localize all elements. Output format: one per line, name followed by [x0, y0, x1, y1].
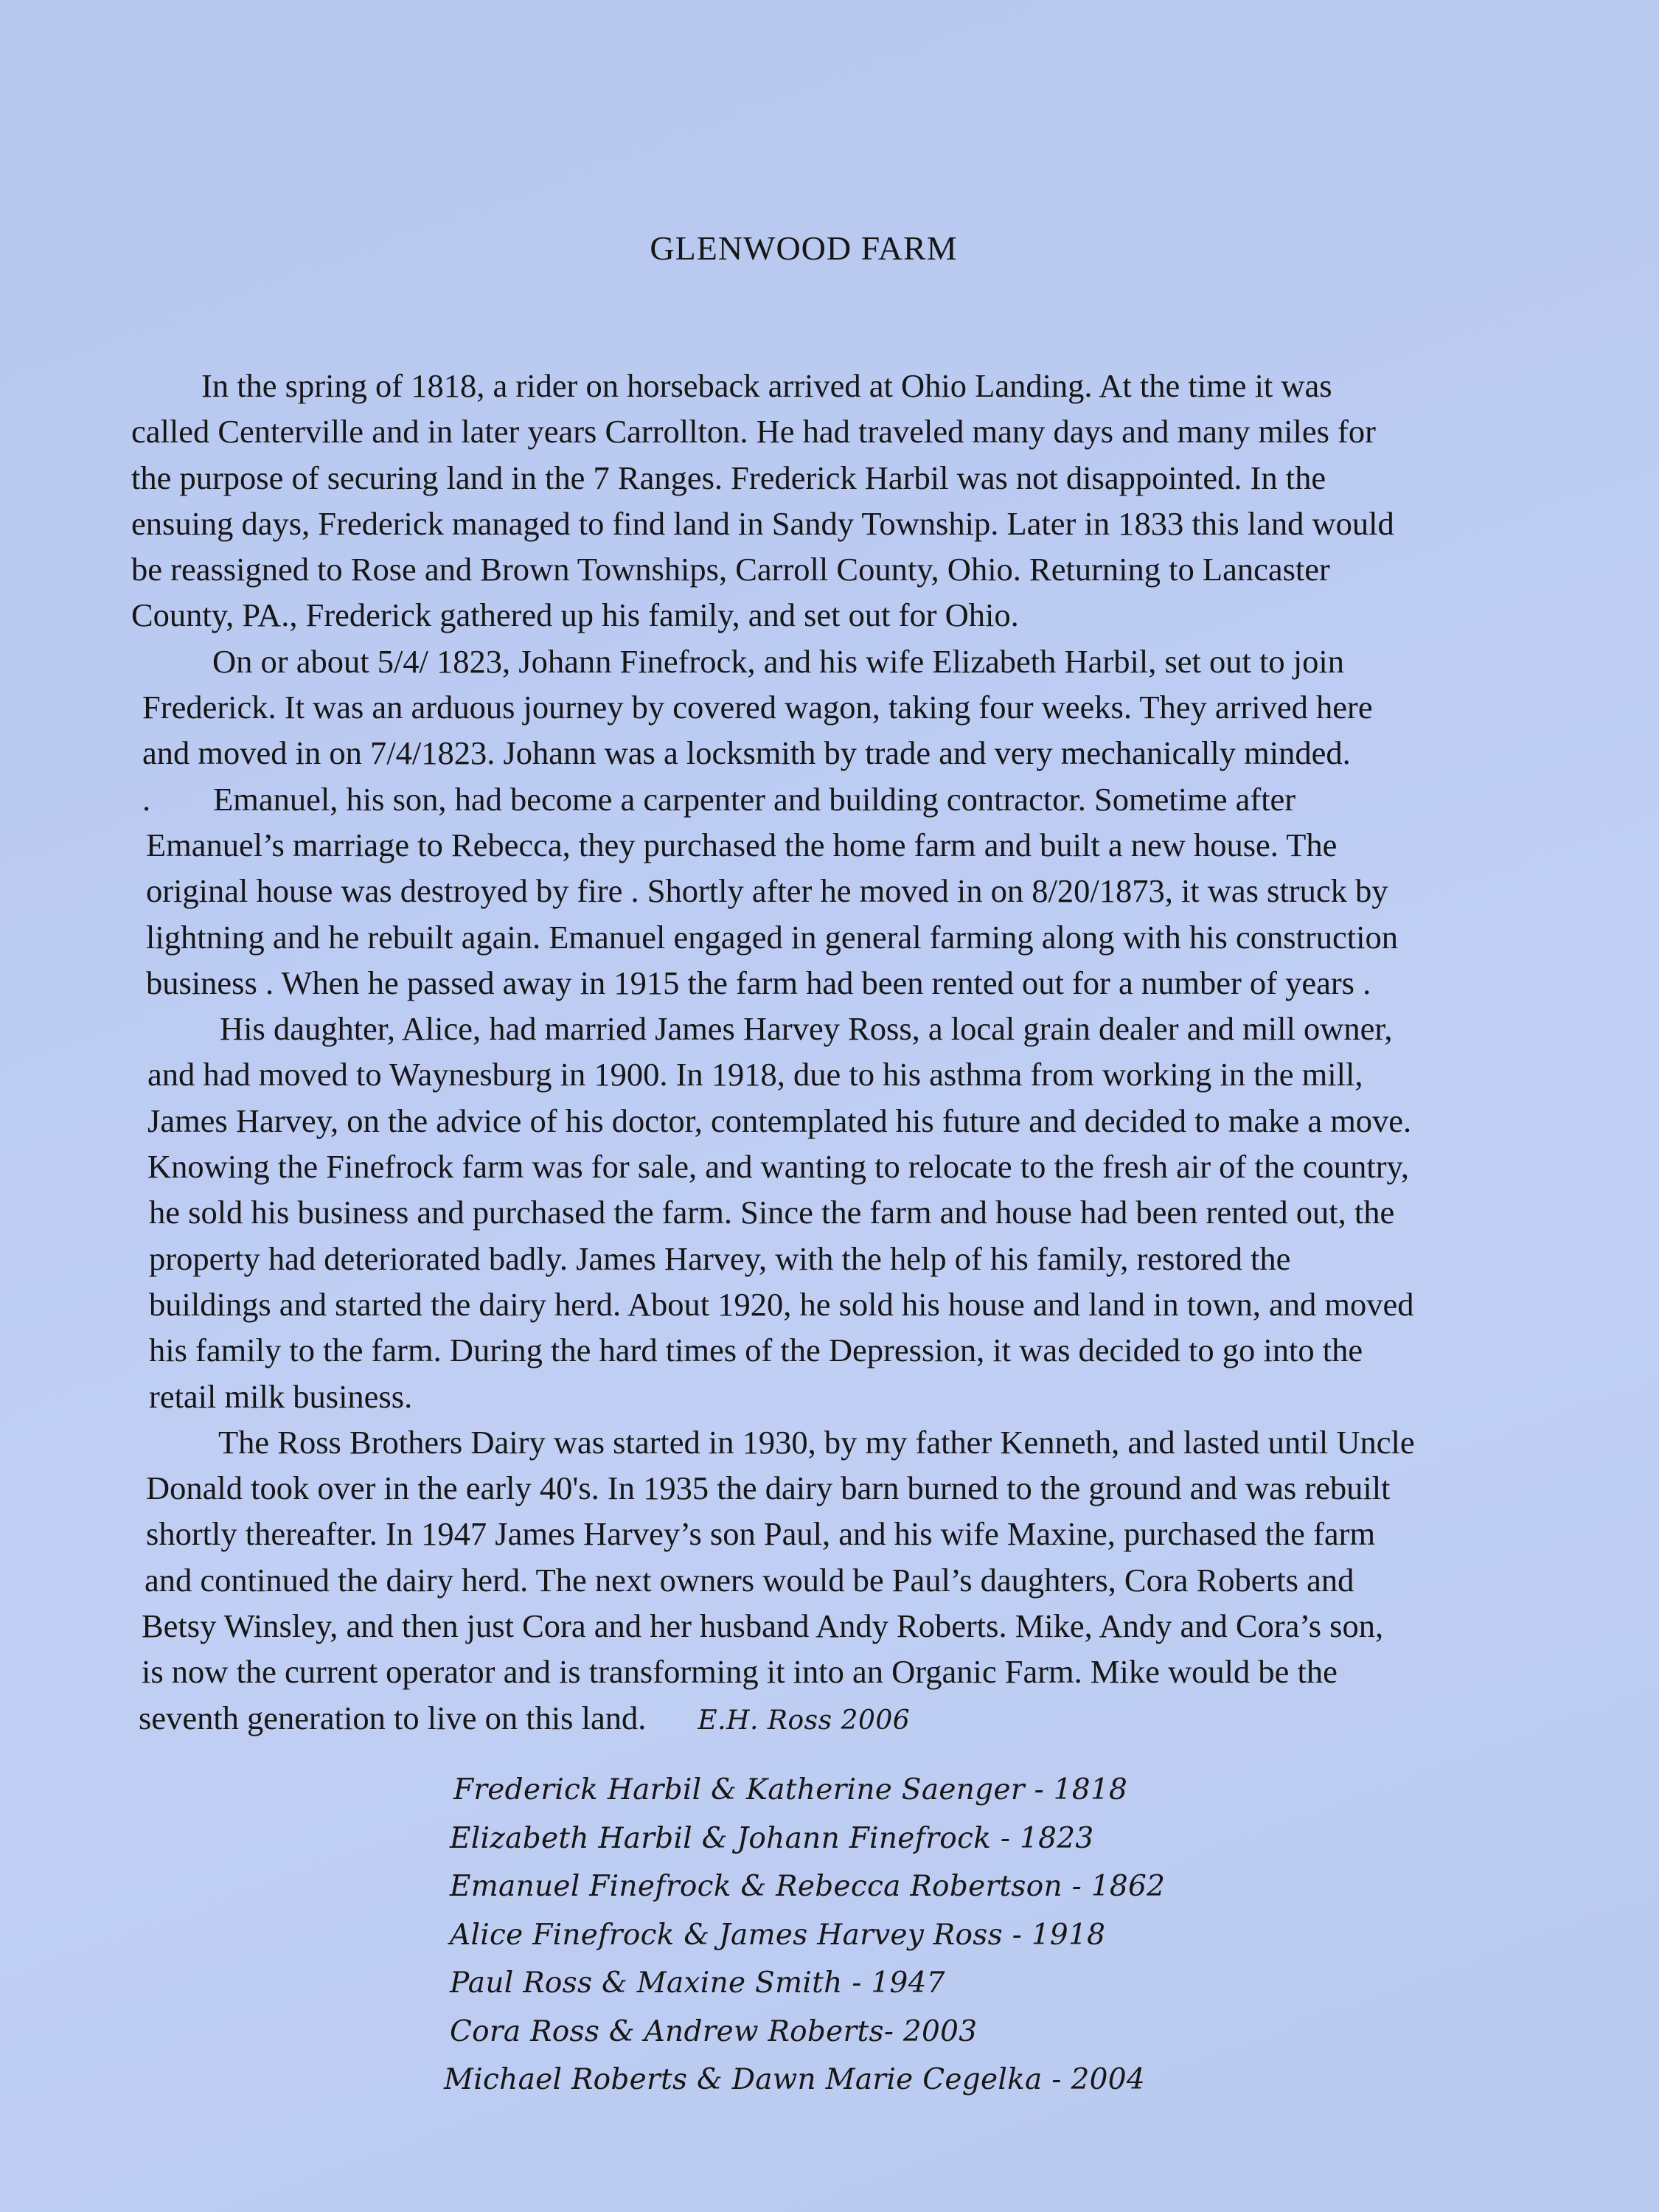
text-line: original house was destroyed by fire . Shortly after he moved in on 8/20/1873, it was struck by: [146, 872, 1388, 910]
text-line: His daughter, Alice, had married James Harvey Ross, a local grain dealer and mill owner,: [220, 1010, 1393, 1048]
text-line: lightning and he rebuilt again. Emanuel engaged in general farming along with his construction: [146, 918, 1398, 956]
text-line: Donald took over in the early 40's. In 1935 the dairy barn burned to the ground and was rebuilt: [146, 1470, 1391, 1507]
text-line: On or about 5/4/ 1823, Johann Finefrock, and his wife Elizabeth Harbil, set out to join: [212, 642, 1344, 680]
text-line: and continued the dairy herd. The next owners would be Paul’s daughters, Cora Roberts and: [145, 1561, 1354, 1599]
paragraph-4: [131, 1006, 1569, 1419]
lineage-entry: Frederick Harbil & Katherine Saenger - 1818: [453, 1773, 1128, 1806]
paragraph-5: [131, 1419, 1569, 1744]
author-signature: E.H. Ross 2006: [698, 1705, 911, 1736]
document-title: GLENWOOD FARM: [650, 229, 958, 267]
text-line: James Harvey, on the advice of his doctor, contemplated his future and decided to make a move.: [147, 1102, 1412, 1139]
paragraph-1: [131, 363, 1569, 639]
text-line: County, PA., Frederick gathered up his family, and set out for Ohio.: [131, 597, 1019, 634]
text-line: and had moved to Waynesburg in 1900. In 1918, due to his asthma from working in the mill,: [147, 1056, 1363, 1093]
text-line: shortly thereafter. In 1947 James Harvey’s son Paul, and his wife Maxine, purchased the farm: [146, 1515, 1376, 1553]
text-line: business . When he passed away in 1915 the farm had been rented out for a number of years .: [146, 964, 1371, 1001]
text-line: Betsy Winsley, and then just Cora and her husband Andy Roberts. Mike, Andy and Cora’s son,: [142, 1607, 1384, 1645]
text-line: Knowing the Finefrock farm was for sale, and wanting to relocate to the fresh air of the country,: [147, 1148, 1410, 1186]
text-line: buildings and started the dairy herd. About 1920, he sold his house and land in town, and moved: [149, 1285, 1414, 1323]
text-line: In the spring of 1818, a rider on horseback arrived at Ohio Landing. At the time it was: [201, 367, 1332, 404]
paragraph-2: [131, 639, 1569, 776]
text-line: be reassigned to Rose and Brown Townships, Carroll County, Ohio. Returning to Lancaster: [131, 551, 1330, 588]
history-text: [131, 363, 1569, 1744]
lineage-entry: Emanuel Finefrock & Rebecca Robertson - 1862: [450, 1870, 1166, 1903]
lineage-entry: Paul Ross & Maxine Smith - 1947: [450, 1966, 945, 2000]
text-line: [131, 776, 1569, 822]
text-line: is now the current operator and is transforming it into an Organic Farm. Mike would be the: [142, 1653, 1338, 1691]
text-line: the purpose of securing land in the 7 Ranges. Frederick Harbil was not disappointed. In the: [131, 459, 1326, 496]
text-line: he sold his business and purchased the farm. Since the farm and house had been rented out, the: [149, 1194, 1395, 1231]
text-line: Emanuel’s marriage to Rebecca, they purchased the home farm and built a new house. The: [146, 826, 1338, 863]
lineage-list: [444, 1766, 1187, 2104]
text-line: property had deteriorated badly. James Harvey, with the help of his family, restored the: [149, 1239, 1291, 1277]
lineage-entry: Elizabeth Harbil & Johann Finefrock - 1823: [450, 1821, 1094, 1855]
text-line: and moved in on 7/4/1823. Johann was a locksmith by trade and very mechanically minded.: [142, 734, 1351, 772]
paragraph-3: [131, 776, 1569, 1006]
text-line: called Centerville and in later years Carrollton. He had traveled many days and many miles for: [131, 413, 1376, 451]
dot-marker: .: [142, 780, 151, 818]
text-line: [131, 1695, 1569, 1744]
text-line-content: Emanuel, his son, had become a carpenter and building contractor. Sometime after: [213, 780, 1296, 818]
lineage-entry: Alice Finefrock & James Harvey Ross - 1918: [450, 1918, 1106, 1952]
lineage-entry: Cora Ross & Andrew Roberts- 2003: [450, 2014, 978, 2048]
text-line: retail milk business.: [149, 1377, 413, 1415]
lineage-entry: Michael Roberts & Dawn Marie Cegelka - 2004: [444, 2063, 1145, 2096]
text-line: his family to the farm. During the hard times of the Depression, it was decided to go into the: [149, 1332, 1363, 1369]
text-line: The Ross Brothers Dairy was started in 1930, by my father Kenneth, and lasted until Uncle: [218, 1423, 1415, 1461]
text-line: ensuing days, Frederick managed to find land in Sandy Township. Later in 1833 this land would: [131, 504, 1394, 542]
text-line-content: seventh generation to live on this land.: [139, 1699, 647, 1736]
text-line: Frederick. It was an arduous journey by covered wagon, taking four weeks. They arrived here: [142, 689, 1373, 726]
